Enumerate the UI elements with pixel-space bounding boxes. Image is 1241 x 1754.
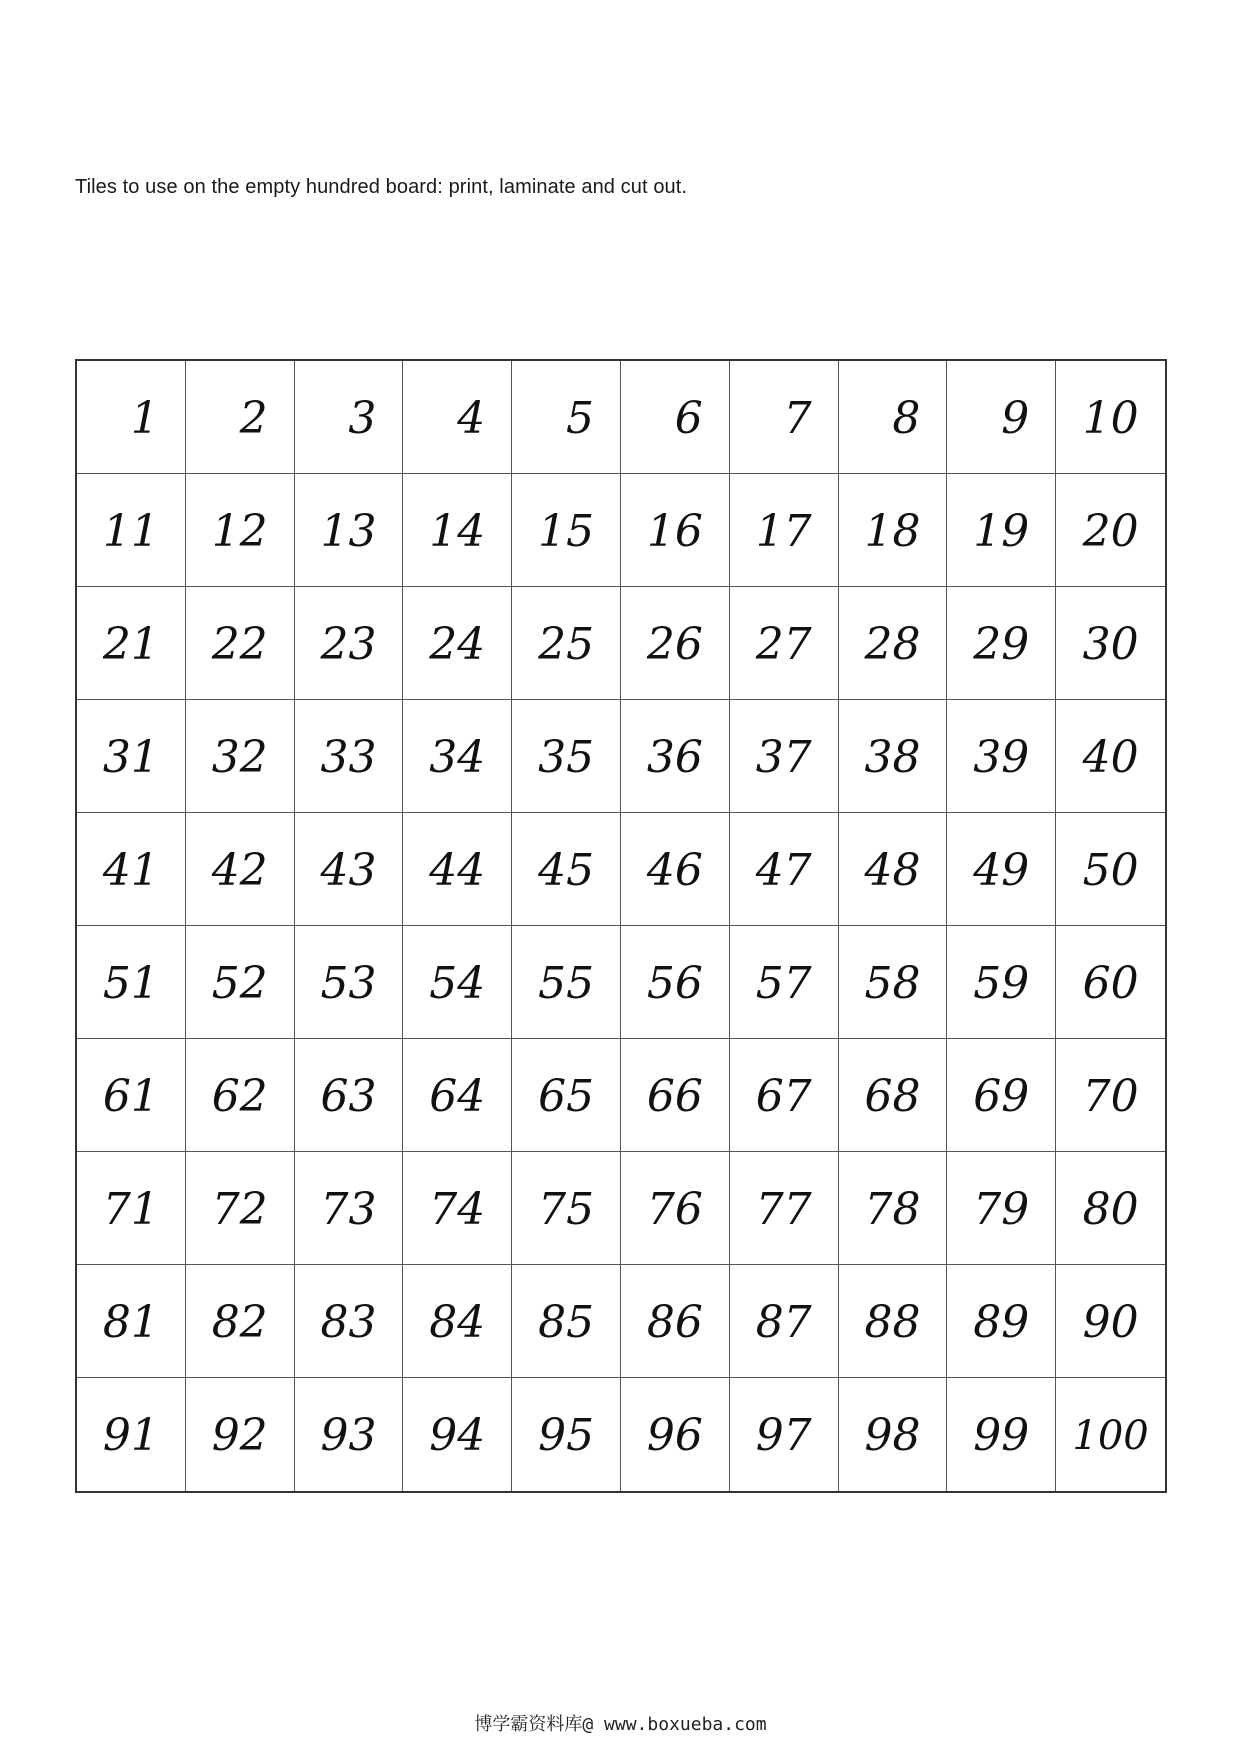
number-tile: 67: [730, 1039, 839, 1152]
number-tile: 97: [730, 1378, 839, 1491]
number-tile: 12: [186, 474, 295, 587]
number-tile: 25: [512, 587, 621, 700]
number-tile: 40: [1056, 700, 1165, 813]
number-tile: 91: [77, 1378, 186, 1491]
number-tile: 86: [621, 1265, 730, 1378]
number-tile: 50: [1056, 813, 1165, 926]
number-tile: 99: [947, 1378, 1056, 1491]
number-tile: 34: [403, 700, 512, 813]
number-tile: 79: [947, 1152, 1056, 1265]
number-tile: 19: [947, 474, 1056, 587]
number-tile: 17: [730, 474, 839, 587]
number-tile: 72: [186, 1152, 295, 1265]
number-tile: 92: [186, 1378, 295, 1491]
number-tile: 8: [839, 361, 948, 474]
number-tile: 28: [839, 587, 948, 700]
number-tile: 15: [512, 474, 621, 587]
number-tile: 27: [730, 587, 839, 700]
number-tile: 43: [295, 813, 404, 926]
number-tile: 29: [947, 587, 1056, 700]
number-tile: 46: [621, 813, 730, 926]
number-tile: 69: [947, 1039, 1056, 1152]
number-tile: 95: [512, 1378, 621, 1491]
number-tile: 36: [621, 700, 730, 813]
number-tile: 4: [403, 361, 512, 474]
number-tile: 62: [186, 1039, 295, 1152]
number-tile: 63: [295, 1039, 404, 1152]
number-tile: 56: [621, 926, 730, 1039]
number-tile: 44: [403, 813, 512, 926]
number-tile: 58: [839, 926, 948, 1039]
number-tile: 14: [403, 474, 512, 587]
number-tile: 87: [730, 1265, 839, 1378]
number-tile: 59: [947, 926, 1056, 1039]
number-tile: 22: [186, 587, 295, 700]
hundred-board: [75, 359, 1167, 1493]
number-tile: 64: [403, 1039, 512, 1152]
number-tile: 39: [947, 700, 1056, 813]
number-tile: 88: [839, 1265, 948, 1378]
number-tile: 10: [1056, 361, 1165, 474]
number-tile: 6: [621, 361, 730, 474]
number-tile: 89: [947, 1265, 1056, 1378]
number-tile: 48: [839, 813, 948, 926]
number-tile: 21: [77, 587, 186, 700]
number-tile: 76: [621, 1152, 730, 1265]
number-tile: 61: [77, 1039, 186, 1152]
number-tile: 2: [186, 361, 295, 474]
number-tile: 77: [730, 1152, 839, 1265]
number-tile: 78: [839, 1152, 948, 1265]
number-tile: 73: [295, 1152, 404, 1265]
number-tile: 37: [730, 700, 839, 813]
number-tile: 70: [1056, 1039, 1165, 1152]
number-tile: 38: [839, 700, 948, 813]
number-tile: 45: [512, 813, 621, 926]
number-tile: 5: [512, 361, 621, 474]
number-tile: 94: [403, 1378, 512, 1491]
number-tile: 75: [512, 1152, 621, 1265]
number-tile: 93: [295, 1378, 404, 1491]
number-tile: 7: [730, 361, 839, 474]
number-tile: 20: [1056, 474, 1165, 587]
number-tile: 60: [1056, 926, 1165, 1039]
number-tile: 32: [186, 700, 295, 813]
number-tile: 49: [947, 813, 1056, 926]
number-tile: 71: [77, 1152, 186, 1265]
number-tile: 33: [295, 700, 404, 813]
number-tile: 81: [77, 1265, 186, 1378]
number-tile: 1: [77, 361, 186, 474]
number-tile: 68: [839, 1039, 948, 1152]
number-tile: 9: [947, 361, 1056, 474]
number-tile: 57: [730, 926, 839, 1039]
number-tile: 65: [512, 1039, 621, 1152]
number-tile: 47: [730, 813, 839, 926]
number-tile: 41: [77, 813, 186, 926]
number-tile: 84: [403, 1265, 512, 1378]
number-tile: 83: [295, 1265, 404, 1378]
number-tile: 52: [186, 926, 295, 1039]
number-tile: 74: [403, 1152, 512, 1265]
number-tile: 31: [77, 700, 186, 813]
number-tile: 16: [621, 474, 730, 587]
number-tile: 24: [403, 587, 512, 700]
number-tile: 18: [839, 474, 948, 587]
number-tile: 100: [1072, 1412, 1149, 1459]
number-tile: 42: [186, 813, 295, 926]
number-tile: 80: [1056, 1152, 1165, 1265]
instruction-text: Tiles to use on the empty hundred board: print, laminate and cut out.: [75, 176, 688, 198]
number-tile: 23: [295, 587, 404, 700]
number-tile: 82: [186, 1265, 295, 1378]
number-tile: 35: [512, 700, 621, 813]
number-tile: 53: [295, 926, 404, 1039]
number-tile: 55: [512, 926, 621, 1039]
number-tile: 30: [1056, 587, 1165, 700]
number-tile: 85: [512, 1265, 621, 1378]
number-tile: 66: [621, 1039, 730, 1152]
number-tile: 96: [621, 1378, 730, 1491]
number-tile: 11: [77, 474, 186, 587]
number-tile: 3: [295, 361, 404, 474]
footer-watermark: 博学霸资料库@ www.boxueba.com: [474, 1714, 767, 1735]
number-tile: 90: [1056, 1265, 1165, 1378]
number-tile: 54: [403, 926, 512, 1039]
number-tile: 13: [295, 474, 404, 587]
number-tile: 51: [77, 926, 186, 1039]
number-tile: 26: [621, 587, 730, 700]
number-tile: 98: [839, 1378, 948, 1491]
